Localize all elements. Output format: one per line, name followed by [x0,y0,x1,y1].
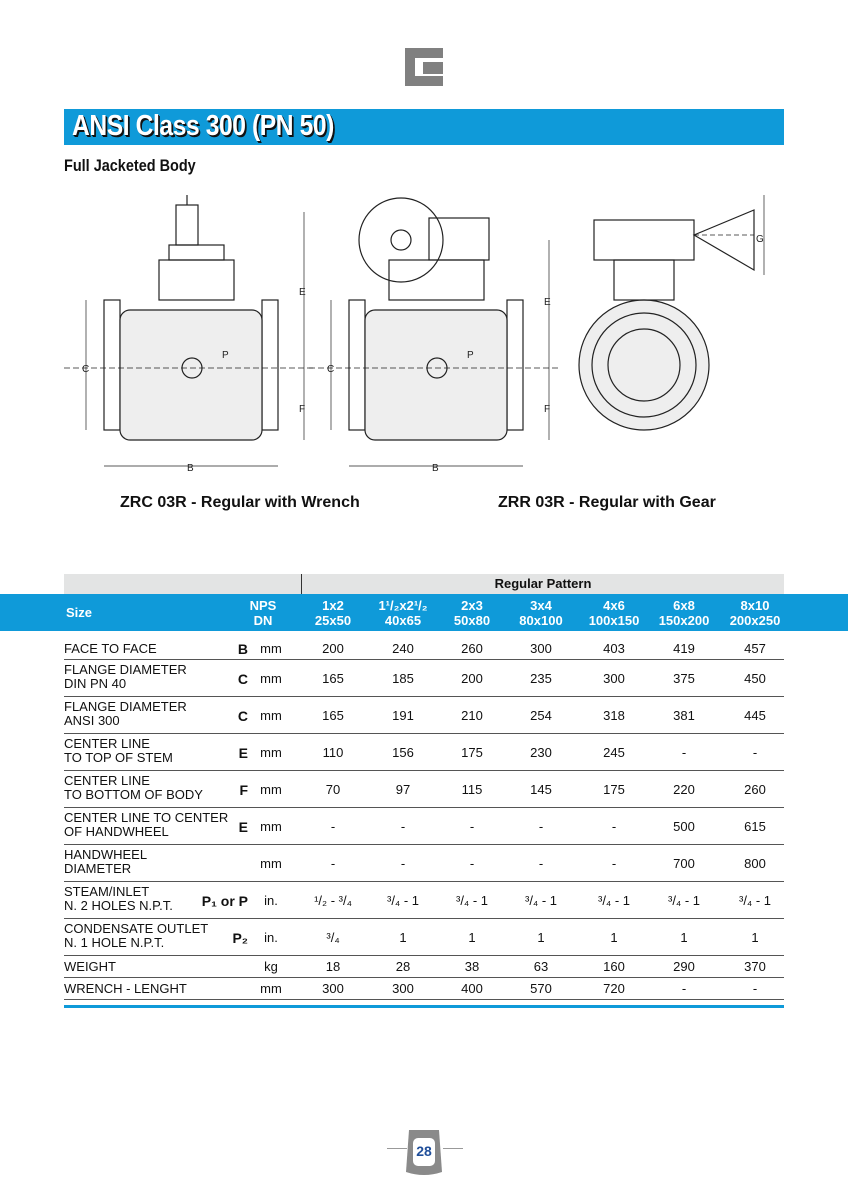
cell-value: - [752,744,758,760]
cell-value: 70 [325,781,341,797]
caption-zrc: ZRC 03R - Regular with Wrench [120,494,360,511]
cell-value: 165 [322,707,344,723]
size-column-header [579,598,649,628]
row-unit: kg [264,959,278,974]
cell-value: - [469,855,475,871]
row-label-line: TO TOP OF STEM [64,750,173,765]
table-row [64,697,784,734]
dim-label-c-2: C [327,364,335,375]
row-label-line: CENTER LINE [64,736,150,751]
dim-label-f: F [299,404,306,415]
row-label-line: HANDWHEEL [64,847,148,862]
row-label-line: FLANGE DIAMETER [64,662,187,677]
table-row [64,660,784,697]
row-label [64,642,157,656]
cell-value: 200 [461,670,483,686]
caption-zrr: ZRR 03R - Regular with Gear [498,494,716,511]
table-row [64,845,784,882]
dn-value: 100x150 [588,613,640,628]
dn-value: 80x100 [519,613,563,628]
cell-value: 381 [673,707,695,723]
spec-table [64,638,784,1000]
page-rule-left [387,1148,407,1149]
row-label-line: N. 2 HOLES N.P.T. [64,898,173,913]
cell-value: 403 [603,641,625,656]
nps-value: 1¹/₂x2¹/₂ [378,598,428,613]
row-unit: mm [260,670,282,686]
page-number: 28 [416,1143,432,1159]
cell-value: 400 [461,981,483,996]
row-label-line: STEAM/INLET [64,884,150,899]
cell-value: 700 [673,855,695,871]
row-unit: mm [260,641,282,656]
cell-value: 260 [744,781,766,797]
cell-value: - [400,818,406,834]
dn-value: 150x200 [658,613,710,628]
cell-value: 230 [530,744,552,760]
row-symbol: F [239,781,248,798]
row-unit: mm [260,818,282,834]
row-symbol: C [237,707,248,724]
cell-value: 375 [673,670,695,686]
cell-value: - [611,818,617,834]
row-unit: mm [260,981,282,996]
cell-value: 457 [744,641,766,656]
table-row [64,978,784,1000]
cell-value: - [681,744,687,760]
dn-value: 40x65 [384,613,422,628]
title-bar [64,109,784,145]
cell-value: 165 [322,670,344,686]
cell-value: 1 [680,929,688,945]
table-row [64,882,784,919]
dim-label-e-2: E [544,297,551,308]
row-unit: mm [260,781,282,797]
table-row [64,808,784,845]
cell-value: - [611,855,617,871]
cell-value: - [681,981,687,996]
cell-value: - [330,855,336,871]
dim-label-b-2: B [432,463,439,474]
nps-value: 6x8 [673,598,695,613]
cell-value: 210 [461,707,483,723]
dn-value: 25x50 [314,613,352,628]
cell-value: 300 [322,981,344,996]
cell-value: 300 [392,981,414,996]
row-label-line: FACE TO FACE [64,641,157,656]
row-label-line: CENTER LINE [64,773,150,788]
cell-value: 28 [395,959,411,974]
cell-value: 450 [744,670,766,686]
dim-label-b: B [187,463,194,474]
dn-value: 200x250 [729,613,781,628]
cell-value: 290 [673,959,695,974]
size-column-header [649,598,719,628]
cell-value: 18 [325,959,341,974]
row-label-line: WRENCH - LENGHT [64,981,187,996]
cell-value: 245 [603,744,625,760]
size-header: Size [66,605,93,620]
table-row [64,956,784,978]
table-row [64,771,784,808]
cell-value: 720 [603,981,625,996]
row-label [64,811,228,839]
row-unit: mm [260,707,282,723]
size-column-header [368,598,438,628]
page-title: ANSI Class 300 (PN 50) [72,110,334,142]
row-symbol: C [237,670,248,687]
row-label [64,848,147,876]
dim-label-p: P [222,350,229,361]
row-label-line: OF HANDWHEEL [64,824,169,839]
row-label [64,885,173,913]
cell-value: 175 [603,781,625,797]
drawing-zrr-gear-front [579,195,764,430]
cell-value: - [538,818,544,834]
nps-value: 8x10 [740,598,770,613]
cell-value: 445 [744,707,766,723]
cell-value: - [400,855,406,871]
cell-value: 191 [392,707,414,723]
cell-value: 160 [603,959,625,974]
cell-value: 110 [322,744,344,760]
cell-value: 615 [744,818,766,834]
page-rule-right [443,1148,463,1149]
cell-value: 570 [530,981,552,996]
row-label-line: N. 1 HOLE N.P.T. [64,935,165,950]
cell-value: 63 [533,959,549,974]
dn-label: DN [253,613,273,628]
row-symbol: B [237,641,248,657]
cell-value: 220 [673,781,695,797]
cell-value: 240 [392,641,414,656]
table-header [0,594,848,631]
table-row [64,919,784,956]
row-symbol: P₂ [232,929,248,946]
cell-value: ¹/₂ - ³/₄ [314,892,352,908]
row-label [64,663,187,691]
cell-value: 260 [461,641,483,656]
drawing-zrc-wrench [64,195,314,466]
size-column-header [506,598,576,628]
row-label-line: WEIGHT [64,959,116,974]
cell-value: 175 [461,744,483,760]
nps-value: 4x6 [603,598,625,613]
row-symbol: E [238,818,248,835]
row-label [64,982,187,996]
row-label-line: DIN PN 40 [64,676,127,691]
row-unit: in. [264,929,278,945]
cell-value: 419 [673,641,695,656]
row-unit: mm [260,855,282,871]
row-unit: in. [264,892,278,908]
cell-value: - [752,981,758,996]
row-label [64,737,173,765]
cell-value: ³/₄ [326,929,340,945]
cell-value: 38 [464,959,480,974]
row-symbol: P₁ or P [201,892,248,909]
cell-value: ³/₄ - 1 [386,892,420,908]
row-label-line: FLANGE DIAMETER [64,699,187,714]
cell-value: 370 [744,959,766,974]
nps-value: 3x4 [530,598,552,613]
size-column-header [720,598,790,628]
cell-value: 300 [603,670,625,686]
cell-value: 235 [530,670,552,686]
table-bottom-rule [64,1005,784,1008]
cell-value: 185 [392,670,414,686]
company-logo [405,48,443,86]
cell-value: - [469,818,475,834]
cell-value: 300 [530,641,552,656]
table-row [64,734,784,771]
dim-label-g: G [756,234,764,245]
cell-value: - [330,818,336,834]
nps-label: NPS [249,598,277,613]
cell-value: 1 [610,929,618,945]
row-label-line: CONDENSATE OUTLET [64,921,209,936]
dn-value: 50x80 [453,613,491,628]
row-label-line: TO BOTTOM OF BODY [64,787,203,802]
row-label-line: ANSI 300 [64,713,120,728]
size-column-header [437,598,507,628]
dim-label-p-2: P [467,350,474,361]
nps-value: 1x2 [322,598,344,613]
row-label [64,700,187,728]
cell-value: 145 [530,781,552,797]
cell-value: 1 [751,929,759,945]
drawing-zrr-gear-side [309,198,559,466]
nps-dn-header [238,598,288,628]
cell-value: 1 [537,929,545,945]
cell-value: - [538,855,544,871]
cell-value: 1 [399,929,407,945]
cell-value: ³/₄ - 1 [667,892,701,908]
cell-value: 800 [744,855,766,871]
regular-pattern-label: Regular Pattern [494,576,592,591]
cell-value: 1 [468,929,476,945]
cell-value: 318 [603,707,625,723]
dim-label-e: E [299,287,306,298]
size-column-header [298,598,368,628]
table-row [64,638,784,660]
cell-value: ³/₄ - 1 [524,892,558,908]
cell-value: 500 [673,818,695,834]
dim-label-c: C [82,364,90,375]
cell-value: 200 [322,641,344,656]
row-unit: mm [260,744,282,760]
row-symbol: E [238,744,248,761]
cell-value: ³/₄ - 1 [738,892,772,908]
dim-label-f-2: F [544,404,551,415]
cell-value: ³/₄ - 1 [455,892,489,908]
valve-drawings [64,190,784,480]
section-subtitle: Full Jacketed Body [64,156,196,175]
cell-value: 115 [461,781,483,797]
cell-value: 156 [392,744,414,760]
nps-value: 2x3 [461,598,483,613]
row-label-line: CENTER LINE TO CENTER [64,810,229,825]
row-label [64,922,208,950]
table-group-header [64,574,784,594]
cell-value: 254 [530,707,552,723]
cell-value: 97 [395,781,411,797]
cell-value: ³/₄ - 1 [597,892,631,908]
row-label [64,774,203,802]
row-label [64,960,116,974]
row-label-line: DIAMETER [64,861,132,876]
